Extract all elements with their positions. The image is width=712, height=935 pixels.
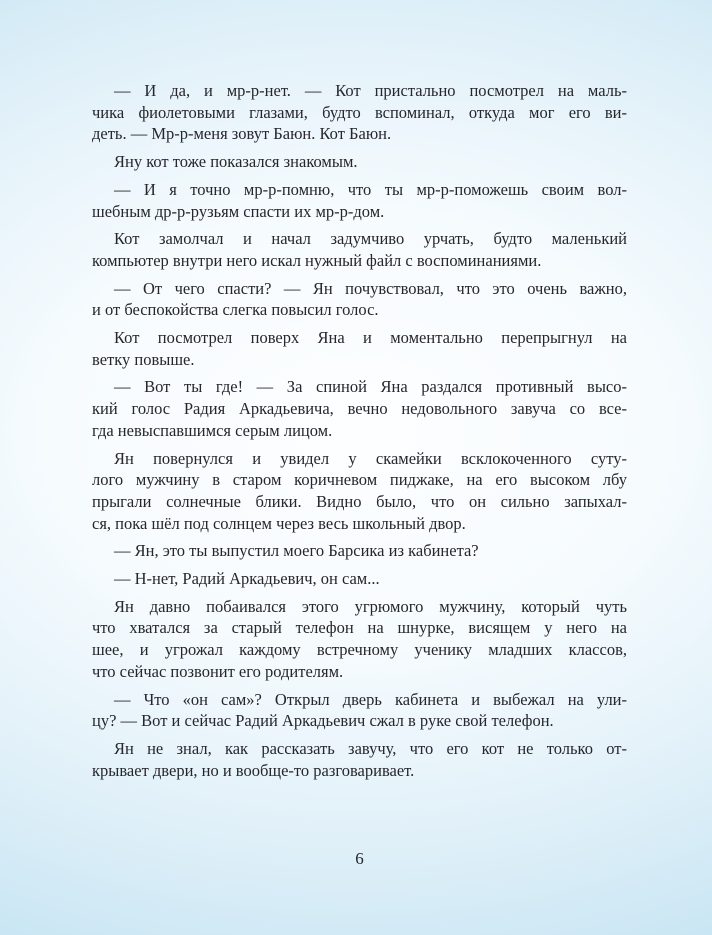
text-line: ся, пока шёл под солнцем через весь школьный двор. bbox=[92, 513, 466, 533]
text-line: деть. — Мр-р-меня зовут Баюн. Кот Баюн. bbox=[92, 124, 392, 144]
text-line: Ян повернулся и увидел у скамейки всклокоченного суту- bbox=[114, 448, 627, 468]
text-line: лого мужчину в старом коричневом пиджаке, на его высоком лбу bbox=[92, 470, 627, 490]
paragraph bbox=[92, 448, 627, 535]
text-line: шее, и угрожал каждому встречному ученику младших классов, bbox=[92, 640, 627, 660]
text-line: Ян не знал, как рассказать завучу, что его кот не только от- bbox=[114, 738, 627, 758]
text-line: Кот посмотрел поверх Яна и моментально перепрыгнул на bbox=[114, 328, 627, 348]
paragraph bbox=[92, 179, 627, 222]
text-line: — И я точно мр-р-помню, что ты мр-р-поможешь своим вол- bbox=[114, 179, 627, 199]
text-line: — И да, и мр-р-нет. — Кот пристально посмотрел на маль- bbox=[114, 81, 627, 100]
text-line: кий голос Радия Аркадьевича, вечно недовольного завуча со все- bbox=[92, 399, 627, 419]
text-line: гда невыспавшимся серым лицом. bbox=[92, 420, 333, 440]
page-number: 6 bbox=[355, 849, 364, 868]
text-line: цу? — Вот и сейчас Радий Аркадьевич сжал в руке свой телефон. bbox=[92, 711, 554, 731]
text-line: — Н-нет, Радий Аркадьевич, он сам... bbox=[114, 569, 380, 589]
paragraph bbox=[92, 327, 627, 370]
text-line: — Ян, это ты выпустил моего Барсика из кабинета? bbox=[114, 541, 479, 561]
text-line: Ян давно побаивался этого угрюмого мужчину, который чуть bbox=[114, 596, 627, 616]
paragraph bbox=[92, 278, 627, 321]
text-line: что сейчас позвонит его родителям. bbox=[92, 661, 344, 681]
paragraph bbox=[92, 568, 627, 590]
text-line: Кот замолчал и начал задумчиво урчать, будто маленький bbox=[114, 229, 627, 249]
paragraph bbox=[92, 151, 627, 173]
paragraph bbox=[92, 738, 627, 781]
text-line: — Вот ты где! — За спиной Яна раздался противный высо- bbox=[114, 377, 627, 397]
text-line: — От чего спасти? — Ян почувствовал, что это очень важно, bbox=[114, 278, 627, 298]
text-line: ветку повыше. bbox=[92, 349, 195, 369]
text-line: Яну кот тоже показался знакомым. bbox=[114, 152, 358, 172]
text-line: что хватался за старый телефон на шнурке, висящем у него на bbox=[92, 618, 627, 638]
paragraph bbox=[92, 689, 627, 732]
text-line: чика фиолетовыми глазами, будто вспоминал, откуда мог его ви- bbox=[92, 102, 627, 122]
paragraph bbox=[92, 228, 627, 271]
paragraph bbox=[92, 596, 627, 683]
text-line: — Что «он сам»? Открыл дверь кабинета и выбежал на ули- bbox=[114, 689, 627, 709]
paragraph bbox=[92, 376, 627, 441]
text-block bbox=[92, 80, 627, 787]
text-line: прыгали солнечные блики. Видно было, что он сильно запыхал- bbox=[92, 491, 627, 511]
text-line: крывает двери, но и вообще-то разговаривает. bbox=[92, 760, 415, 780]
text-line: шебным др-р-рузьям спасти их мр-р-дом. bbox=[92, 201, 385, 221]
text-line: компьютер внутри него искал нужный файл с воспоминаниями. bbox=[92, 250, 542, 270]
paragraph bbox=[92, 80, 627, 145]
text-line: и от беспокойства слегка повысил голос. bbox=[92, 300, 379, 320]
paragraph bbox=[92, 540, 627, 562]
